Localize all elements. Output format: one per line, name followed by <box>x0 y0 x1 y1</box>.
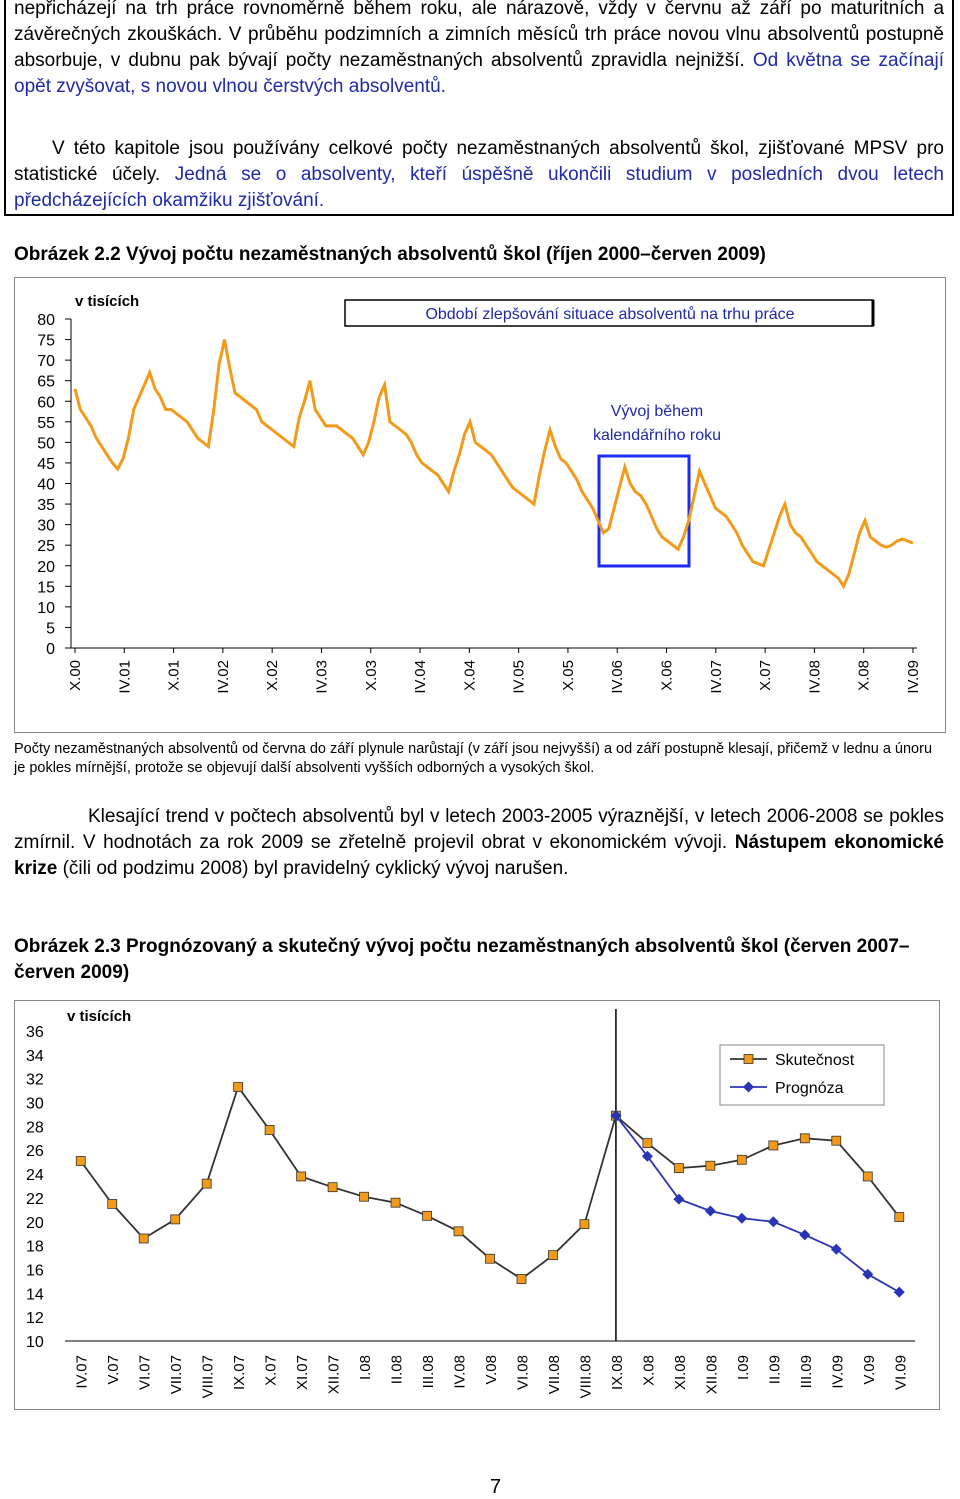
figure2-xtick-label: VII.08 <box>545 1355 563 1395</box>
figure2-ytick-label: 20 <box>26 1214 44 1232</box>
figure2-actual-point <box>769 1141 778 1150</box>
figure2-ytick-label: 28 <box>26 1119 44 1137</box>
figure2-xtick-label: XII.08 <box>703 1355 721 1395</box>
figure2-ytick-label: 34 <box>26 1047 44 1065</box>
intro-paragraph <box>14 0 944 100</box>
definition-paragraph <box>14 136 944 214</box>
figure1-xtick-label: IV.05 <box>510 660 528 694</box>
figure2-ytick-label: 22 <box>26 1190 44 1208</box>
figure1-svg <box>15 278 945 732</box>
figure1-xtick-label: IV.06 <box>609 660 627 694</box>
figure2-series-line-1 <box>616 1116 899 1292</box>
figure2-actual-point <box>108 1199 117 1208</box>
figure1-ytick-label: 45 <box>37 455 55 473</box>
figure1-ytick-label: 30 <box>37 517 55 535</box>
figure2-actual-point <box>139 1234 148 1243</box>
trend-text2: (čili od podzimu 2008) byl pravidelný cyklický vývoj narušen. <box>62 858 569 879</box>
figure2-xtick-label: X.08 <box>640 1355 658 1386</box>
figure2-xtick-label: X.07 <box>262 1355 280 1386</box>
figure1-ytick-label: 10 <box>37 599 55 617</box>
figure2-xtick-label: II.09 <box>766 1355 784 1385</box>
figure2-ytick-label: 16 <box>26 1262 44 1280</box>
figure2-svg <box>15 1001 939 1409</box>
definition-blue-sentence: Jedná se o absolventy, kteří úspěšně ukončili studium v posledních dvou letech předcházejících okamžiku zjišťování. <box>14 164 944 211</box>
figure2-actual-point <box>737 1155 746 1164</box>
figure2-xtick-label: XI.07 <box>294 1355 312 1391</box>
figure2-actual-point <box>360 1192 369 1201</box>
figure2-actual-point <box>706 1161 715 1170</box>
figure1-xtick-label: X.00 <box>67 660 84 691</box>
figure2-xtick-label: VI.07 <box>136 1355 154 1391</box>
figure2-actual-point <box>171 1215 180 1224</box>
figure2-xtick-label: III.09 <box>797 1355 815 1389</box>
figure1-xtick-label: X.07 <box>757 660 775 691</box>
figure1-annotation-line1: Vývoj během <box>610 403 704 420</box>
figure2-xtick-label: IV.09 <box>829 1355 847 1389</box>
figure1-ytick-label: 70 <box>37 353 55 371</box>
figure2-xtick-label: V.07 <box>105 1355 123 1385</box>
figure2-xtick-label: VI.09 <box>892 1355 910 1391</box>
figure1-xtick-label: IV.02 <box>214 660 232 694</box>
figure2-actual-point <box>832 1136 841 1145</box>
figure2-actual-point <box>800 1134 809 1143</box>
figure2-unit-label: v tisících <box>67 1008 132 1025</box>
figure1-ytick-label: 40 <box>37 476 55 494</box>
figure2-actual-point <box>674 1164 683 1173</box>
figure2-actual-point <box>643 1139 652 1148</box>
page-number: 7 <box>490 1476 502 1498</box>
figure1-ytick-label: 55 <box>37 414 55 432</box>
figure2-forecast-point <box>799 1229 810 1240</box>
figure2-actual-point <box>265 1125 274 1134</box>
figure2-chart <box>14 1000 940 1410</box>
figure2-xtick-label: XI.08 <box>671 1355 689 1391</box>
figure2-forecast-point <box>894 1287 905 1298</box>
intro-line1: nepřicházejí na trh práce rovnoměrně během roku, ale nárazově, vždy v červnu až září po <box>14 0 822 19</box>
figure1-ytick-label: 50 <box>37 435 55 453</box>
figure1-label: Obrázek 2. <box>14 244 111 265</box>
figure2-actual-point <box>486 1254 495 1263</box>
figure2-ytick-label: 32 <box>26 1071 44 1089</box>
figure2-actual-point <box>580 1220 589 1229</box>
figure2-actual-point <box>423 1211 432 1220</box>
figure2-xtick-label: VIII.07 <box>199 1355 217 1399</box>
figure2-actual-point <box>548 1251 557 1260</box>
figure1-ytick-label: 80 <box>37 312 55 329</box>
figure1-xtick-label: X.02 <box>264 660 282 691</box>
figure2-xtick-label: IX.07 <box>231 1355 249 1391</box>
figure1-xtick-label: X.03 <box>362 660 380 691</box>
legend-label: Skutečnost <box>775 1052 855 1069</box>
figure1-ytick-label: 15 <box>37 579 55 597</box>
figure2-xtick-label: IX.08 <box>608 1355 626 1391</box>
figure2-actual-point <box>391 1198 400 1207</box>
figure2-actual-point <box>234 1083 243 1092</box>
figure1-annotation-line2: kalendářního roku <box>592 427 722 444</box>
intro-blue-sentence: Od května se začínají opět zvyšovat, s novou vlnou čerstvých absolventů. <box>14 50 944 97</box>
figure2-actual-point <box>297 1172 306 1181</box>
figure1-xtick-label: IV.07 <box>707 660 725 694</box>
trend-bold: Nástupem ekonomické krize <box>14 832 944 879</box>
figure2-actual-point <box>454 1227 463 1236</box>
figure2-xtick-label: VIII.08 <box>577 1355 595 1399</box>
figure1-ytick-label: 65 <box>37 373 55 391</box>
trend-text1: Klesající trend v počtech absolventů byl v letech 2003-2005 výraznější, v letech 2006-2008 se pokles zmírnil. V hodnotách za rok 2009 se zřetelně projevil obrat v ekonomickém vývoji. <box>14 806 944 853</box>
figure1-xtick-label: IV.03 <box>313 660 331 694</box>
figure2-forecast-point <box>705 1206 716 1217</box>
figure2-ytick-label: 26 <box>26 1143 44 1161</box>
figure2-xtick-label: V.09 <box>860 1355 878 1385</box>
figure2-xtick-label: II.08 <box>388 1355 406 1385</box>
figure2-xtick-label: V.08 <box>483 1355 500 1385</box>
legend-marker-actual <box>744 1055 753 1064</box>
figure1-ytick-label: 20 <box>37 558 55 576</box>
figure1-ytick-label: 0 <box>46 641 55 658</box>
figure2-ytick-label: 10 <box>26 1334 44 1351</box>
figure1-xtick-label: X.01 <box>165 660 183 691</box>
figure2-xtick-label: VI.08 <box>514 1355 532 1391</box>
figure1-xtick-label: IV.09 <box>905 660 922 694</box>
figure1-ytick-label: 75 <box>37 332 55 350</box>
figure1-ytick-label: 25 <box>37 538 55 556</box>
figure2-actual-point <box>328 1183 337 1192</box>
figure2-xtick-label: I.08 <box>357 1355 375 1381</box>
figure1-title <box>14 242 946 268</box>
figure1-xtick-label: X.06 <box>658 660 676 691</box>
figure2-forecast-point <box>768 1216 779 1227</box>
figure1-xtick-label: X.04 <box>461 660 479 691</box>
figure2-forecast-point <box>736 1213 747 1224</box>
figure1-series-line <box>75 340 913 587</box>
figure2-ytick-label: 24 <box>26 1167 44 1185</box>
figure2-actual-point <box>76 1156 85 1165</box>
figure2-actual-point <box>863 1172 872 1181</box>
figure1-ytick-label: 35 <box>37 497 55 515</box>
figure2-ytick-label: 36 <box>26 1024 44 1041</box>
figure2-title: Obrázek 2.3 Prognózovaný a skutečný vývoj počtu nezaměstnaných absolventů škol (červen 2007– červen 2009) <box>14 936 910 983</box>
figure2-xtick-label: I.09 <box>734 1355 752 1381</box>
figure1-xtick-label: IV.04 <box>412 660 430 694</box>
figure2-xtick-label: IV.08 <box>451 1355 469 1389</box>
figure1-xtick-label: X.05 <box>559 660 577 691</box>
figure2-ytick-label: 30 <box>26 1095 44 1113</box>
figure1-xtick-label: IV.08 <box>806 660 824 694</box>
figure2-ytick-label: 18 <box>26 1238 44 1256</box>
figure1-xtick-label: X.08 <box>855 660 873 691</box>
definition-text: V této kapitole jsou používány celkové počty nezaměstnaných absolventů škol, zjišťované MPSV pro statistické účely. <box>14 138 944 185</box>
figure2-xtick-label: VII.07 <box>168 1355 186 1395</box>
figure2-ytick-label: 12 <box>26 1310 44 1328</box>
figure1-xtick-label: IV.01 <box>116 660 134 694</box>
figure1-title-text: 2 Vývoj počtu nezaměstnaných absolventů škol (říjen 2000–červen 2009) <box>110 244 766 265</box>
figure1-unit-label: v tisících <box>75 293 140 310</box>
figure1-banner-text: Období zlepšování situace absolventů na trhu práce <box>425 306 795 323</box>
figure1-caption: Počty nezaměstnaných absolventů od června do září plynule narůstají (v září jsou nejvyšší) a od září postupně klesají, přičemž v lednu a únoru je pokles mírnější, protože se objevují další absolventi vyšších odborných a vysokých škol. <box>14 741 933 776</box>
figure1-chart <box>14 277 946 733</box>
figure2-ytick-label: 14 <box>26 1286 44 1304</box>
figure2-actual-point <box>895 1213 904 1222</box>
figure2-actual-point <box>517 1275 526 1284</box>
figure1-ytick-label: 60 <box>37 394 55 412</box>
figure2-xtick-label: XII.07 <box>325 1355 343 1395</box>
trend-paragraph <box>14 804 944 882</box>
figure2-actual-point <box>202 1179 211 1188</box>
figure1-ytick-label: 5 <box>46 620 55 638</box>
figure2-xtick-label: IV.07 <box>73 1355 91 1389</box>
figure2-xtick-label: III.08 <box>420 1355 438 1389</box>
intro-rest: maturitních a závěrečných zkouškách. V průběhu podzimních a zimních měsíců trh práce novou vlnu absolventů postupně absorbuje, v dubnu pak bývají počty nezaměstnaných absolventů zpravidla nejnižší. <box>14 0 945 71</box>
legend-label: Prognóza <box>775 1080 844 1097</box>
